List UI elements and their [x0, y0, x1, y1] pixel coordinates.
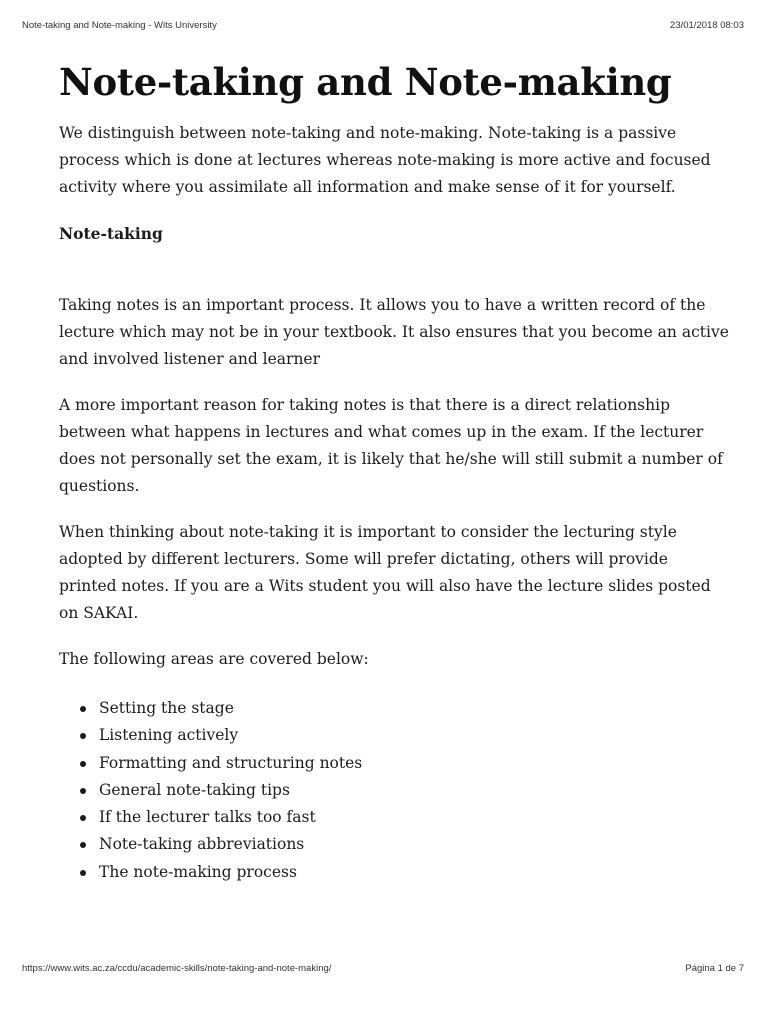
list-item-label: Formatting and structuring notes	[99, 753, 363, 772]
list-item-label: If the lecturer talks too fast	[99, 808, 316, 827]
paragraph-4: The following areas are covered below:	[59, 650, 369, 668]
topics-list	[59, 695, 729, 886]
bullet-icon	[80, 706, 86, 712]
section-heading-note-taking: Note-taking	[59, 224, 163, 243]
print-header	[22, 20, 744, 31]
list-item[interactable]	[59, 831, 729, 858]
footer-url: https://www.wits.ac.za/ccdu/academic-skills/note-taking-and-note-making/	[22, 963, 332, 974]
list-item[interactable]	[59, 722, 729, 749]
bullet-icon	[80, 870, 86, 876]
bullet-icon	[80, 815, 86, 821]
bullet-icon	[80, 733, 86, 739]
list-item-label: Note-taking abbreviations	[99, 835, 305, 854]
list-item-label: Listening actively	[99, 726, 239, 745]
list-item[interactable]	[59, 859, 729, 886]
bullet-icon	[80, 761, 86, 767]
list-item[interactable]	[59, 777, 729, 804]
article	[59, 56, 729, 886]
bullet-icon	[80, 842, 86, 848]
list-item-label: The note-making process	[99, 862, 297, 881]
bullet-icon	[80, 788, 86, 794]
list-item[interactable]	[59, 804, 729, 831]
page-title: Note-taking and Note-making	[59, 60, 672, 104]
paragraph-3: When thinking about note-taking it is important to consider the lecturing style adopted by different lecturers. Some will prefer dictating, others will provide printed notes. If you are a Wits student you will also have the lecture slides posted on SAKAI.	[59, 523, 711, 622]
intro-paragraph: We distinguish between note-taking and note-making. Note-taking is a passive process which is done at lectures whereas note-making is more active and focused activity where you assimilate all information and make sense of it for yourself.	[59, 124, 711, 196]
list-item[interactable]	[59, 750, 729, 777]
list-item[interactable]	[59, 695, 729, 722]
list-item-label: Setting the stage	[99, 699, 234, 717]
footer-page-number: Página 1 de 7	[685, 963, 744, 974]
paragraph-1: Taking notes is an important process. It allows you to have a written record of the lecture which may not be in your textbook. It also ensures that you become an active and involved listener and learner	[59, 296, 729, 368]
paragraph-2: A more important reason for taking notes is that there is a direct relationship between what happens in lectures and what comes up in the exam. If the lecturer does not personally set the exam, it is likely that he/she will still submit a number of questions.	[59, 396, 723, 495]
header-page-title: Note-taking and Note-making - Wits University	[22, 20, 217, 31]
header-timestamp: 23/01/2018 08:03	[670, 20, 744, 31]
list-item-label: General note-taking tips	[99, 780, 290, 799]
print-footer	[22, 963, 744, 974]
